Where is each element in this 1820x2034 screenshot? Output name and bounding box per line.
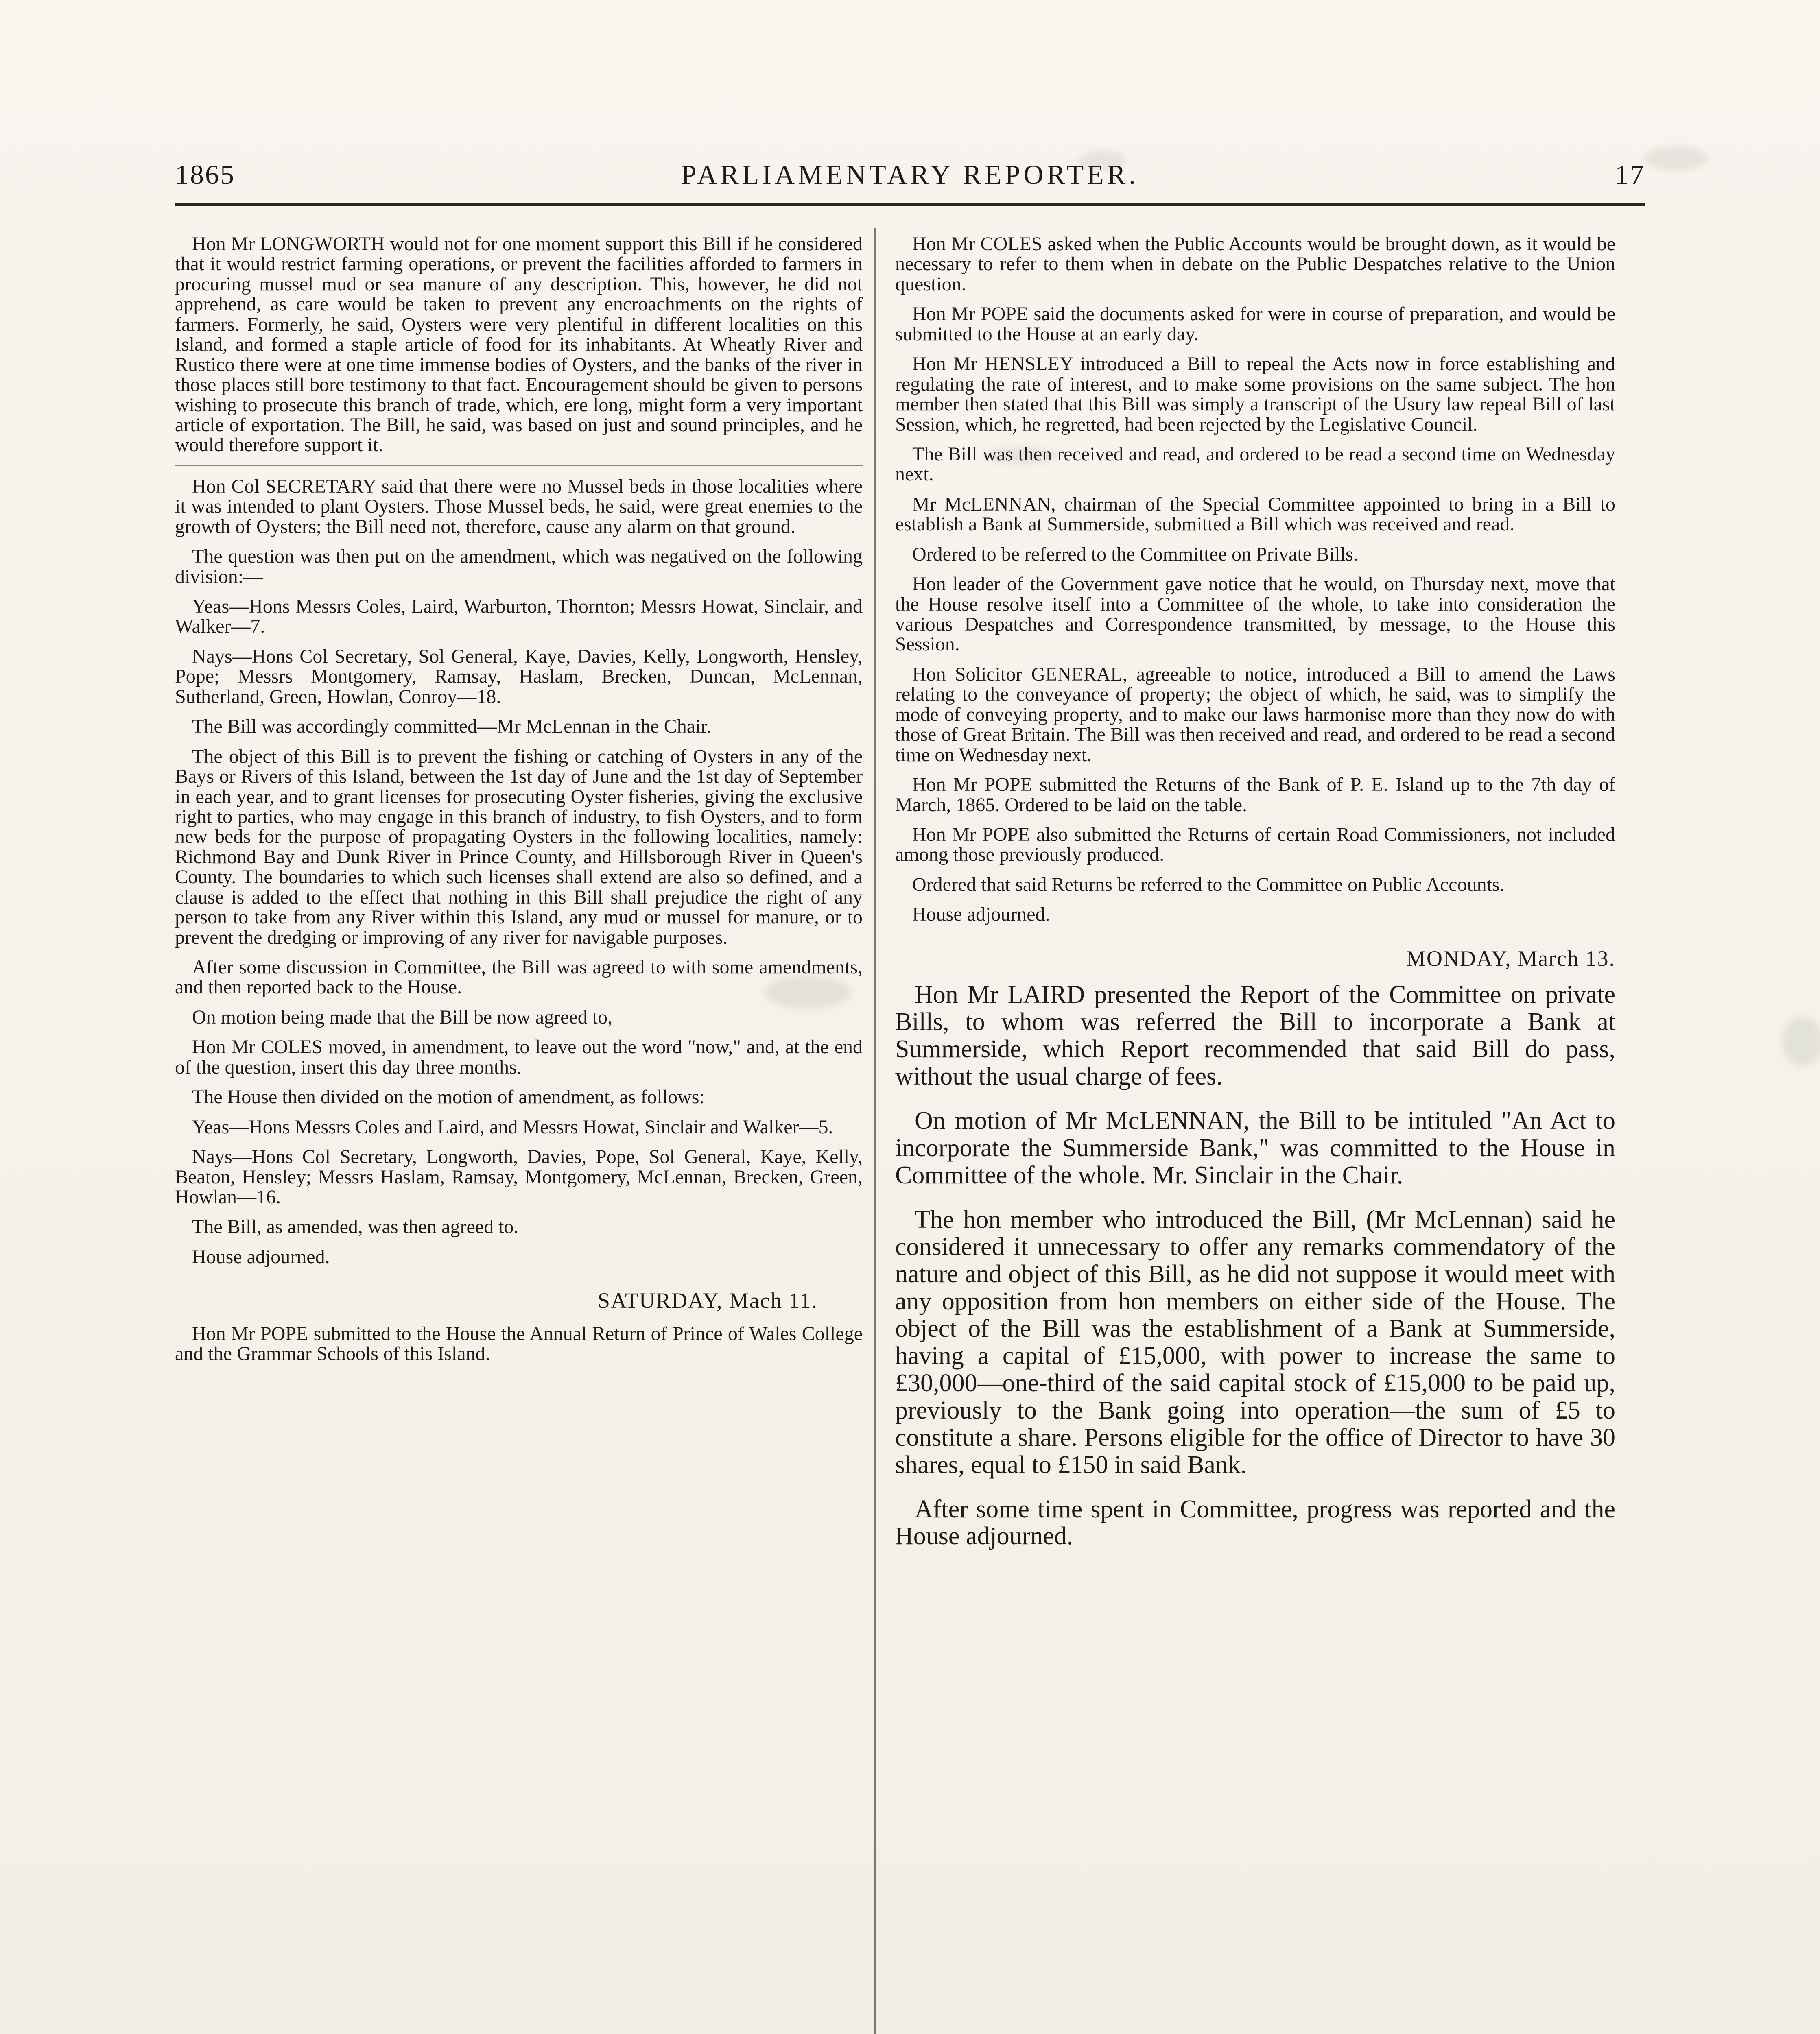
paragraph: Hon Mr POPE submitted to the House the Annual Return of Prince of Wales College and the Grammar Schools of this Island. (175, 1323, 863, 1365)
paragraph: Yeas—Hons Messrs Coles and Laird, and Messrs Howat, Sinclair and Walker—5. (192, 1116, 833, 1138)
paragraph: After some time spent in Committee, progress was reported and the House adjourned. (895, 1495, 1615, 1550)
print-spot (1782, 1017, 1820, 1066)
paragraph: On motion being made that the Bill be now agreed to, (192, 1006, 613, 1028)
page-header (175, 159, 1645, 207)
paragraph: Hon Mr COLES moved, in amendment, to leave out the word "now," and, at the end of the question, insert this day three months. (175, 1036, 863, 1078)
paragraph: Mr McLENNAN, chairman of the Special Committee appointed to bring in a Bill to establish a Bank at Summerside, submitted a Bill which was received and read. (895, 493, 1615, 535)
header-rule (175, 203, 1645, 206)
paragraph: Nays—Hons Col Secretary, Sol General, Kaye, Davies, Kelly, Longworth, Hensley, Pope; Messrs Montgomery, Ramsay, Haslam, Brecken, Duncan, McLennan, Sutherland, Green, Howlan, Conroy—18. (175, 645, 863, 707)
paragraph: The Bill was accordingly committed—Mr McLennan in the Chair. (192, 716, 711, 738)
paragraph: The hon member who introduced the Bill, (Mr McLennan) said he considered it unnecessary to offer any remarks commendatory of the nature and object of this Bill, as he did not suppose it would meet with any opposition from hon members on either side of the House. The object of the Bill was the establishment of a Bank at Summerside, having a capital of £15,000, with power to increase the same to £30,000—one-third of the said capital stock of £15,000 to be paid up, previously to the Bank going into operation—the sum of £5 to constitute a share. Persons eligible for the office of Director to have 30 shares, equal to £150 in said Bank. (895, 1205, 1615, 1479)
paragraph: On motion of Mr McLENNAN, the Bill to be intituled "An Act to incorporate the Summerside Bank," was committed to the House in Committee of the whole. Mr. Sinclair in the Chair. (895, 1107, 1615, 1189)
paragraph: Hon Mr LONGWORTH would not for one moment support this Bill if he considered that it would restrict farming operations, or prevent the facilities afforded to farmers in procuring mussel mud or sea manure of any description. This, however, he did not apprehend, as care would be taken to prevent any encroachments on the rights of farmers. Formerly, he said, Oysters were very plentiful in different localities on this Island, and formed a staple article of food for its inhabitants. At Wheatly River and Rustico there were at one time immense bodies of Oysters, and the banks of the river in those places still bore testimony to that fact. Encouragement should be given to persons wishing to prosecute this branch of trade, which, ere long, might form a very important article of exportation. The Bill, he said, was based on just and sound principles, and he would therefore support it. (175, 233, 863, 456)
header-year: 1865 (175, 159, 235, 190)
paragraph: Ordered to be referred to the Committee on Private Bills. (912, 543, 1358, 565)
header-page-number: 17 (1615, 159, 1645, 190)
section-separator (175, 465, 863, 466)
paragraph: After some discussion in Committee, the Bill was agreed to with some amendments, and then reported back to the House. (175, 956, 863, 998)
paragraph: House adjourned. (912, 904, 1050, 925)
left-column (175, 234, 863, 1374)
paragraph: Nays—Hons Col Secretary, Longworth, Davies, Pope, Sol General, Kaye, Kelly, Beaton, Hensley; Messrs Haslam, Ramsay, Montgomery, McLennan, Brecken, Green, Howlan—16. (175, 1146, 863, 1208)
paragraph: House adjourned. (192, 1246, 330, 1268)
right-column (895, 234, 1615, 1567)
paragraph: The Bill was then received and read, and ordered to be read a second time on Wednesday next. (895, 443, 1615, 485)
paragraph: Hon Mr POPE said the documents asked for were in course of preparation, and would be submitted to the House at an early day. (895, 303, 1615, 345)
paragraph: Hon Mr POPE also submitted the Returns of certain Road Commissioners, not included among those previously produced. (895, 823, 1615, 866)
paragraph: The Bill, as amended, was then agreed to. (192, 1216, 519, 1238)
column-divider (874, 228, 876, 2034)
paragraph: Hon Mr POPE submitted the Returns of the Bank of P. E. Island up to the 7th day of March, 1865. Ordered to be laid on the table. (895, 774, 1615, 816)
paragraph: The object of this Bill is to prevent the fishing or catching of Oysters in any of the Bays or Rivers of this Island, between the 1st day of June and the 1st day of September in each year, and to grant licenses for prosecuting Oyster fisheries, giving the exclusive right to parties, who may engage in this branch of industry, to fish Oysters, and to form new beds for the purpose of propagating Oysters in the following localities, namely: Richmond Bay and Dunk River in Prince County, and Hillsborough River in Queen's County. The boundaries to which such licenses shall extend are also so defined, and a clause is added to the effect that nothing in this Bill shall prejudice the right of any person to take from any River within this Island, any mud or mussel for manure, or to prevent the dredging or improving of any river for navigable purposes. (175, 745, 863, 948)
paragraph: Hon Mr HENSLEY introduced a Bill to repeal the Acts now in force establishing and regulating the rate of interest, and to make some provisions on the same subject. The hon member then stated that this Bill was simply a transcript of the Usury law repeal Bill of last Session, which, he regretted, had been rejected by the Legislative Council. (895, 353, 1615, 435)
date-heading: SATURDAY, Mach 11. (597, 1288, 818, 1313)
paragraph: Hon Solicitor GENERAL, agreeable to notice, introduced a Bill to amend the Laws relating to the conveyance of property; the object of which, he said, was to simplify the mode of conveying property, and to make our laws harmonise more than they now do with those of Great Britain. The Bill was then received and read, and ordered to be read a second time on Wednesday next. (895, 663, 1615, 766)
paragraph: Yeas—Hons Messrs Coles, Laird, Warburton, Thornton; Messrs Howat, Sinclair, and Walker—7. (175, 596, 863, 637)
date-heading: MONDAY, March 13. (1406, 946, 1615, 971)
paragraph: Hon Mr COLES asked when the Public Accounts would be brought down, as it would be necessary to refer to them when in debate on the Public Despatches relative to the Union question. (895, 233, 1615, 295)
paragraph: Hon Mr LAIRD presented the Report of the Committee on private Bills, to whom was referred the Bill to incorporate a Bank at Summerside, which Report recommended that said Bill do pass, without the usual charge of fees. (895, 981, 1615, 1091)
paragraph: The question was then put on the amendment, which was negatived on the following division:— (175, 546, 863, 587)
paragraph: The House then divided on the motion of amendment, as follows: (192, 1086, 705, 1108)
paragraph: Hon Col SECRETARY said that there were no Mussel beds in those localities where it was intended to plant Oysters. Those Mussel beds, he said, were great enemies to the growth of Oysters; the Bill need not, therefore, cause any alarm on that ground. (175, 475, 863, 537)
paragraph: Ordered that said Returns be referred to the Committee on Public Accounts. (912, 873, 1505, 895)
print-spot (1644, 146, 1709, 171)
header-title: PARLIAMENTARY REPORTER. (681, 159, 1139, 190)
paragraph: Hon leader of the Government gave notice that he would, on Thursday next, move that the House resolve itself into a Committee of the whole, to take into consideration the various Despatches and Correspondence transmitted, by message, to the House this Session. (895, 573, 1615, 655)
